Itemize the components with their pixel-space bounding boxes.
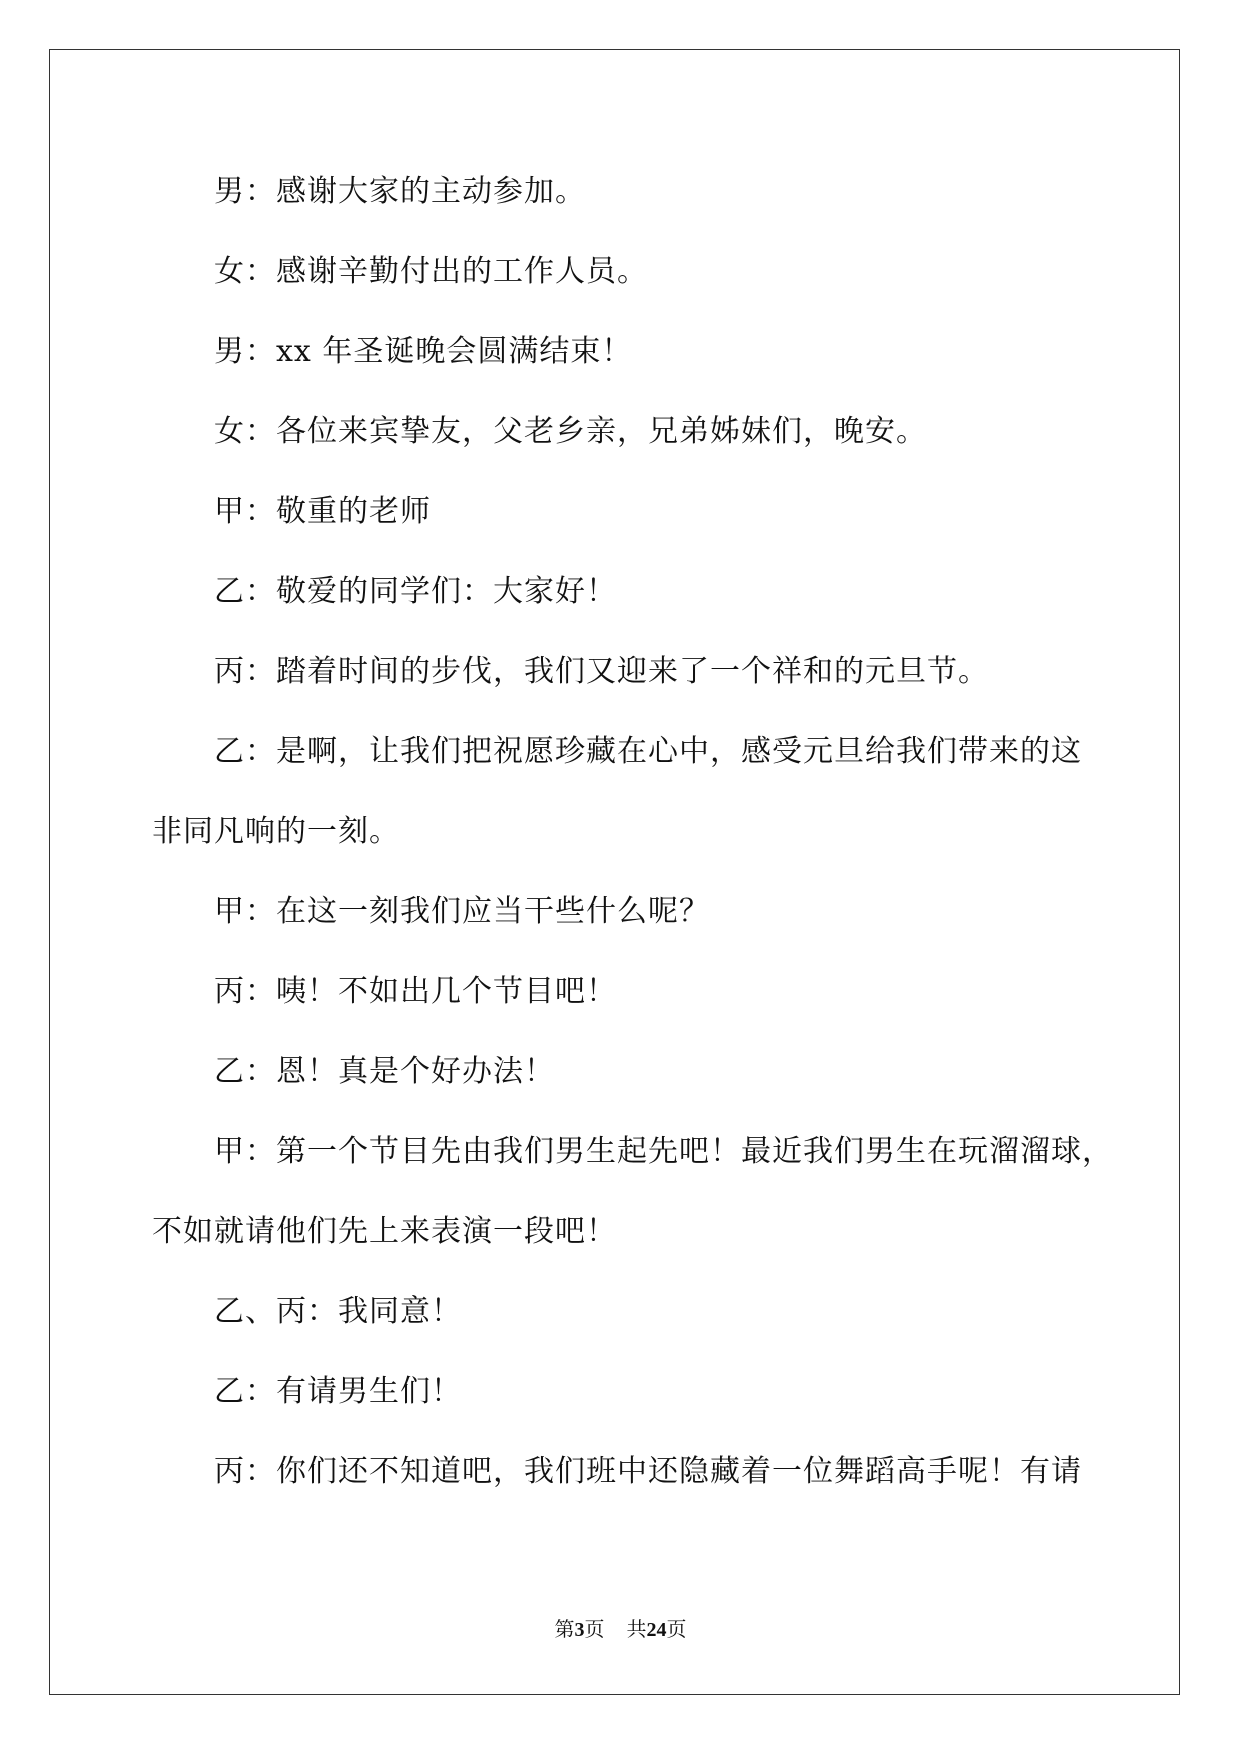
- text-line-3: 男：xx 年圣诞晚会圆满结束！: [214, 334, 633, 369]
- total-pages: 24: [646, 1619, 667, 1641]
- total-suffix: 页: [666, 1619, 687, 1641]
- page-prefix: 第: [554, 1619, 575, 1641]
- page-footer: [0, 1617, 1241, 1643]
- text-line-10: 甲：在这一刻我们应当干些什么呢？: [214, 894, 710, 929]
- text-line-9: 非同凡响的一刻。: [152, 814, 400, 849]
- text-line-8: 乙：是啊，让我们把祝愿珍藏在心中，感受元旦给我们带来的这: [214, 734, 1082, 769]
- page-suffix: 页: [584, 1619, 605, 1641]
- text-line-1: 男：感谢大家的主动参加。: [214, 174, 586, 209]
- text-line-14: 不如就请他们先上来表演一段吧！: [152, 1214, 617, 1249]
- text-line-7: 丙：踏着时间的步伐，我们又迎来了一个祥和的元旦节。: [214, 654, 989, 689]
- text-line-13: 甲：第一个节目先由我们男生起先吧！最近我们男生在玩溜溜球，: [214, 1134, 1113, 1169]
- text-line-17: 丙：你们还不知道吧，我们班中还隐藏着一位舞蹈高手呢！有请: [214, 1454, 1082, 1489]
- page-border: [49, 49, 1180, 1695]
- text-line-11: 丙：咦！不如出几个节目吧！: [214, 974, 617, 1009]
- text-line-15: 乙、丙：我同意！: [214, 1294, 462, 1329]
- text-line-16: 乙：有请男生们！: [214, 1374, 462, 1409]
- page-number: 3: [574, 1619, 585, 1641]
- text-line-6: 乙：敬爱的同学们：大家好！: [214, 574, 617, 609]
- text-line-5: 甲：敬重的老师: [214, 494, 431, 529]
- text-line-12: 乙：恩！真是个好办法！: [214, 1054, 555, 1089]
- total-prefix: 共: [626, 1619, 647, 1641]
- text-line-2: 女：感谢辛勤付出的工作人员。: [214, 254, 648, 289]
- text-line-4: 女：各位来宾挚友，父老乡亲，兄弟姊妹们，晚安。: [214, 414, 927, 449]
